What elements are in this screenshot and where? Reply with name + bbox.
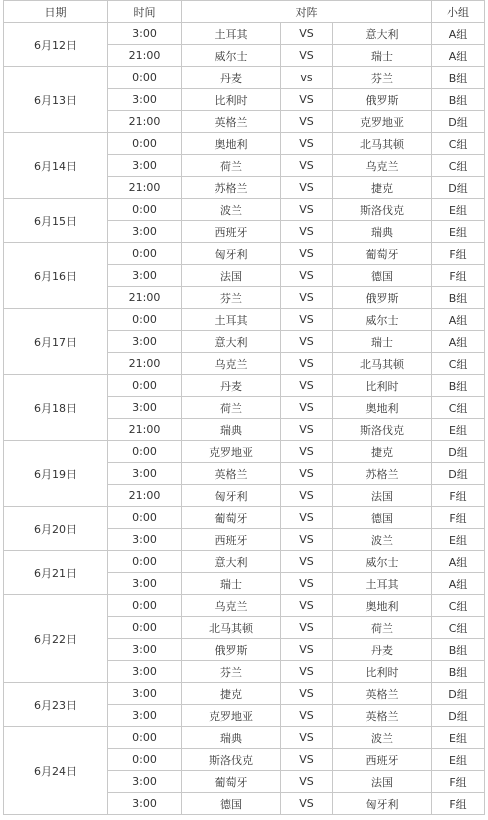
vs-cell: VS	[281, 661, 333, 683]
time-cell: 0:00	[108, 551, 182, 573]
home-team-cell: 克罗地亚	[182, 441, 281, 463]
away-team-cell: 斯洛伐克	[333, 199, 432, 221]
group-cell: E组	[432, 419, 485, 441]
home-team-cell: 瑞典	[182, 727, 281, 749]
away-team-cell: 法国	[333, 771, 432, 793]
time-cell: 0:00	[108, 199, 182, 221]
group-cell: A组	[432, 573, 485, 595]
time-cell: 21:00	[108, 485, 182, 507]
away-team-cell: 乌克兰	[333, 155, 432, 177]
header-row	[4, 1, 485, 23]
home-team-cell: 俄罗斯	[182, 639, 281, 661]
vs-cell: VS	[281, 683, 333, 705]
home-team-cell: 英格兰	[182, 463, 281, 485]
group-cell: F组	[432, 243, 485, 265]
away-team-cell: 荷兰	[333, 617, 432, 639]
vs-cell: VS	[281, 45, 333, 67]
home-team-cell: 苏格兰	[182, 177, 281, 199]
group-cell: C组	[432, 595, 485, 617]
vs-cell: VS	[281, 639, 333, 661]
home-team-cell: 英格兰	[182, 111, 281, 133]
vs-cell: VS	[281, 441, 333, 463]
away-team-cell: 瑞士	[333, 45, 432, 67]
home-team-cell: 意大利	[182, 331, 281, 353]
away-team-cell: 德国	[333, 507, 432, 529]
home-team-cell: 荷兰	[182, 155, 281, 177]
away-team-cell: 威尔士	[333, 309, 432, 331]
home-team-cell: 德国	[182, 793, 281, 815]
vs-cell: VS	[281, 177, 333, 199]
date-cell: 6月15日	[4, 199, 108, 243]
group-cell: B组	[432, 89, 485, 111]
vs-cell: VS	[281, 221, 333, 243]
time-cell: 3:00	[108, 155, 182, 177]
home-team-cell: 土耳其	[182, 309, 281, 331]
group-cell: D组	[432, 683, 485, 705]
time-cell: 3:00	[108, 265, 182, 287]
home-team-cell: 比利时	[182, 89, 281, 111]
time-cell: 3:00	[108, 639, 182, 661]
date-cell: 6月20日	[4, 507, 108, 551]
group-cell: D组	[432, 177, 485, 199]
time-cell: 3:00	[108, 23, 182, 45]
home-team-cell: 波兰	[182, 199, 281, 221]
time-cell: 0:00	[108, 67, 182, 89]
home-team-cell: 克罗地亚	[182, 705, 281, 727]
home-team-cell: 意大利	[182, 551, 281, 573]
time-cell: 3:00	[108, 683, 182, 705]
group-cell: E组	[432, 749, 485, 771]
time-cell: 0:00	[108, 243, 182, 265]
group-cell: E组	[432, 529, 485, 551]
date-cell: 6月12日	[4, 23, 108, 67]
group-cell: E组	[432, 727, 485, 749]
time-cell: 3:00	[108, 573, 182, 595]
away-team-cell: 威尔士	[333, 551, 432, 573]
home-team-cell: 乌克兰	[182, 353, 281, 375]
group-cell: B组	[432, 67, 485, 89]
table-row	[4, 309, 485, 331]
vs-cell: VS	[281, 199, 333, 221]
vs-cell: VS	[281, 771, 333, 793]
vs-cell: VS	[281, 287, 333, 309]
group-cell: B组	[432, 661, 485, 683]
vs-cell: VS	[281, 617, 333, 639]
vs-cell: VS	[281, 265, 333, 287]
header-group: 小组	[432, 1, 485, 23]
group-cell: F组	[432, 485, 485, 507]
group-cell: E组	[432, 221, 485, 243]
away-team-cell: 丹麦	[333, 639, 432, 661]
time-cell: 21:00	[108, 419, 182, 441]
home-team-cell: 瑞士	[182, 573, 281, 595]
table-row	[4, 375, 485, 397]
away-team-cell: 法国	[333, 485, 432, 507]
away-team-cell: 克罗地亚	[333, 111, 432, 133]
home-team-cell: 荷兰	[182, 397, 281, 419]
time-cell: 21:00	[108, 287, 182, 309]
away-team-cell: 奥地利	[333, 595, 432, 617]
away-team-cell: 苏格兰	[333, 463, 432, 485]
group-cell: D组	[432, 463, 485, 485]
away-team-cell: 比利时	[333, 661, 432, 683]
group-cell: C组	[432, 155, 485, 177]
time-cell: 0:00	[108, 375, 182, 397]
away-team-cell: 捷克	[333, 177, 432, 199]
date-cell: 6月24日	[4, 727, 108, 815]
away-team-cell: 俄罗斯	[333, 287, 432, 309]
group-cell: F组	[432, 265, 485, 287]
vs-cell: VS	[281, 155, 333, 177]
table-row	[4, 683, 485, 705]
header-match: 对阵	[182, 1, 432, 23]
time-cell: 21:00	[108, 111, 182, 133]
date-cell: 6月17日	[4, 309, 108, 375]
time-cell: 0:00	[108, 727, 182, 749]
vs-cell: VS	[281, 705, 333, 727]
vs-cell: VS	[281, 551, 333, 573]
time-cell: 0:00	[108, 749, 182, 771]
away-team-cell: 芬兰	[333, 67, 432, 89]
home-team-cell: 丹麦	[182, 375, 281, 397]
home-team-cell: 北马其顿	[182, 617, 281, 639]
vs-cell: VS	[281, 397, 333, 419]
vs-cell: vs	[281, 67, 333, 89]
date-cell: 6月19日	[4, 441, 108, 507]
group-cell: A组	[432, 309, 485, 331]
group-cell: C组	[432, 397, 485, 419]
time-cell: 3:00	[108, 661, 182, 683]
home-team-cell: 匈牙利	[182, 485, 281, 507]
vs-cell: VS	[281, 749, 333, 771]
away-team-cell: 瑞典	[333, 221, 432, 243]
vs-cell: VS	[281, 793, 333, 815]
date-cell: 6月13日	[4, 67, 108, 133]
home-team-cell: 匈牙利	[182, 243, 281, 265]
group-cell: F组	[432, 771, 485, 793]
home-team-cell: 奥地利	[182, 133, 281, 155]
away-team-cell: 英格兰	[333, 683, 432, 705]
time-cell: 3:00	[108, 89, 182, 111]
table-row	[4, 595, 485, 617]
group-cell: C组	[432, 133, 485, 155]
vs-cell: VS	[281, 23, 333, 45]
table-body	[4, 23, 485, 815]
group-cell: A组	[432, 45, 485, 67]
group-cell: B组	[432, 375, 485, 397]
header-date: 日期	[4, 1, 108, 23]
time-cell: 3:00	[108, 221, 182, 243]
time-cell: 21:00	[108, 353, 182, 375]
away-team-cell: 俄罗斯	[333, 89, 432, 111]
home-team-cell: 法国	[182, 265, 281, 287]
vs-cell: VS	[281, 463, 333, 485]
table-row	[4, 507, 485, 529]
home-team-cell: 西班牙	[182, 221, 281, 243]
vs-cell: VS	[281, 309, 333, 331]
away-team-cell: 波兰	[333, 529, 432, 551]
group-cell: C组	[432, 353, 485, 375]
vs-cell: VS	[281, 243, 333, 265]
home-team-cell: 捷克	[182, 683, 281, 705]
away-team-cell: 意大利	[333, 23, 432, 45]
away-team-cell: 土耳其	[333, 573, 432, 595]
time-cell: 21:00	[108, 177, 182, 199]
group-cell: D组	[432, 705, 485, 727]
vs-cell: VS	[281, 727, 333, 749]
away-team-cell: 德国	[333, 265, 432, 287]
home-team-cell: 斯洛伐克	[182, 749, 281, 771]
vs-cell: VS	[281, 353, 333, 375]
vs-cell: VS	[281, 485, 333, 507]
home-team-cell: 乌克兰	[182, 595, 281, 617]
vs-cell: VS	[281, 419, 333, 441]
date-cell: 6月22日	[4, 595, 108, 683]
home-team-cell: 葡萄牙	[182, 771, 281, 793]
vs-cell: VS	[281, 133, 333, 155]
table-row	[4, 23, 485, 45]
away-team-cell: 西班牙	[333, 749, 432, 771]
date-cell: 6月16日	[4, 243, 108, 309]
table-row	[4, 243, 485, 265]
header-time: 时间	[108, 1, 182, 23]
table-row	[4, 199, 485, 221]
time-cell: 3:00	[108, 463, 182, 485]
group-cell: E组	[432, 199, 485, 221]
group-cell: F组	[432, 793, 485, 815]
vs-cell: VS	[281, 111, 333, 133]
away-team-cell: 北马其顿	[333, 133, 432, 155]
table-header	[4, 1, 485, 23]
group-cell: B组	[432, 639, 485, 661]
away-team-cell: 北马其顿	[333, 353, 432, 375]
time-cell: 3:00	[108, 397, 182, 419]
time-cell: 0:00	[108, 617, 182, 639]
away-team-cell: 匈牙利	[333, 793, 432, 815]
time-cell: 3:00	[108, 793, 182, 815]
group-cell: A组	[432, 331, 485, 353]
time-cell: 0:00	[108, 595, 182, 617]
away-team-cell: 英格兰	[333, 705, 432, 727]
date-cell: 6月14日	[4, 133, 108, 199]
schedule-table	[3, 0, 485, 815]
home-team-cell: 葡萄牙	[182, 507, 281, 529]
home-team-cell: 芬兰	[182, 661, 281, 683]
vs-cell: VS	[281, 529, 333, 551]
home-team-cell: 威尔士	[182, 45, 281, 67]
time-cell: 21:00	[108, 45, 182, 67]
away-team-cell: 瑞士	[333, 331, 432, 353]
group-cell: D组	[432, 441, 485, 463]
time-cell: 0:00	[108, 507, 182, 529]
date-cell: 6月23日	[4, 683, 108, 727]
time-cell: 3:00	[108, 331, 182, 353]
group-cell: F组	[432, 507, 485, 529]
table-row	[4, 551, 485, 573]
time-cell: 0:00	[108, 309, 182, 331]
vs-cell: VS	[281, 507, 333, 529]
group-cell: D组	[432, 111, 485, 133]
away-team-cell: 捷克	[333, 441, 432, 463]
time-cell: 0:00	[108, 441, 182, 463]
time-cell: 3:00	[108, 529, 182, 551]
date-cell: 6月21日	[4, 551, 108, 595]
table-row	[4, 133, 485, 155]
home-team-cell: 土耳其	[182, 23, 281, 45]
group-cell: A组	[432, 551, 485, 573]
table-row	[4, 441, 485, 463]
vs-cell: VS	[281, 573, 333, 595]
home-team-cell: 瑞典	[182, 419, 281, 441]
date-cell: 6月18日	[4, 375, 108, 441]
time-cell: 0:00	[108, 133, 182, 155]
table-row	[4, 67, 485, 89]
vs-cell: VS	[281, 375, 333, 397]
home-team-cell: 芬兰	[182, 287, 281, 309]
home-team-cell: 西班牙	[182, 529, 281, 551]
home-team-cell: 丹麦	[182, 67, 281, 89]
vs-cell: VS	[281, 331, 333, 353]
vs-cell: VS	[281, 89, 333, 111]
away-team-cell: 波兰	[333, 727, 432, 749]
away-team-cell: 奥地利	[333, 397, 432, 419]
group-cell: A组	[432, 23, 485, 45]
away-team-cell: 葡萄牙	[333, 243, 432, 265]
group-cell: B组	[432, 287, 485, 309]
group-cell: C组	[432, 617, 485, 639]
away-team-cell: 比利时	[333, 375, 432, 397]
table-row	[4, 727, 485, 749]
away-team-cell: 斯洛伐克	[333, 419, 432, 441]
vs-cell: VS	[281, 595, 333, 617]
time-cell: 3:00	[108, 771, 182, 793]
time-cell: 3:00	[108, 705, 182, 727]
